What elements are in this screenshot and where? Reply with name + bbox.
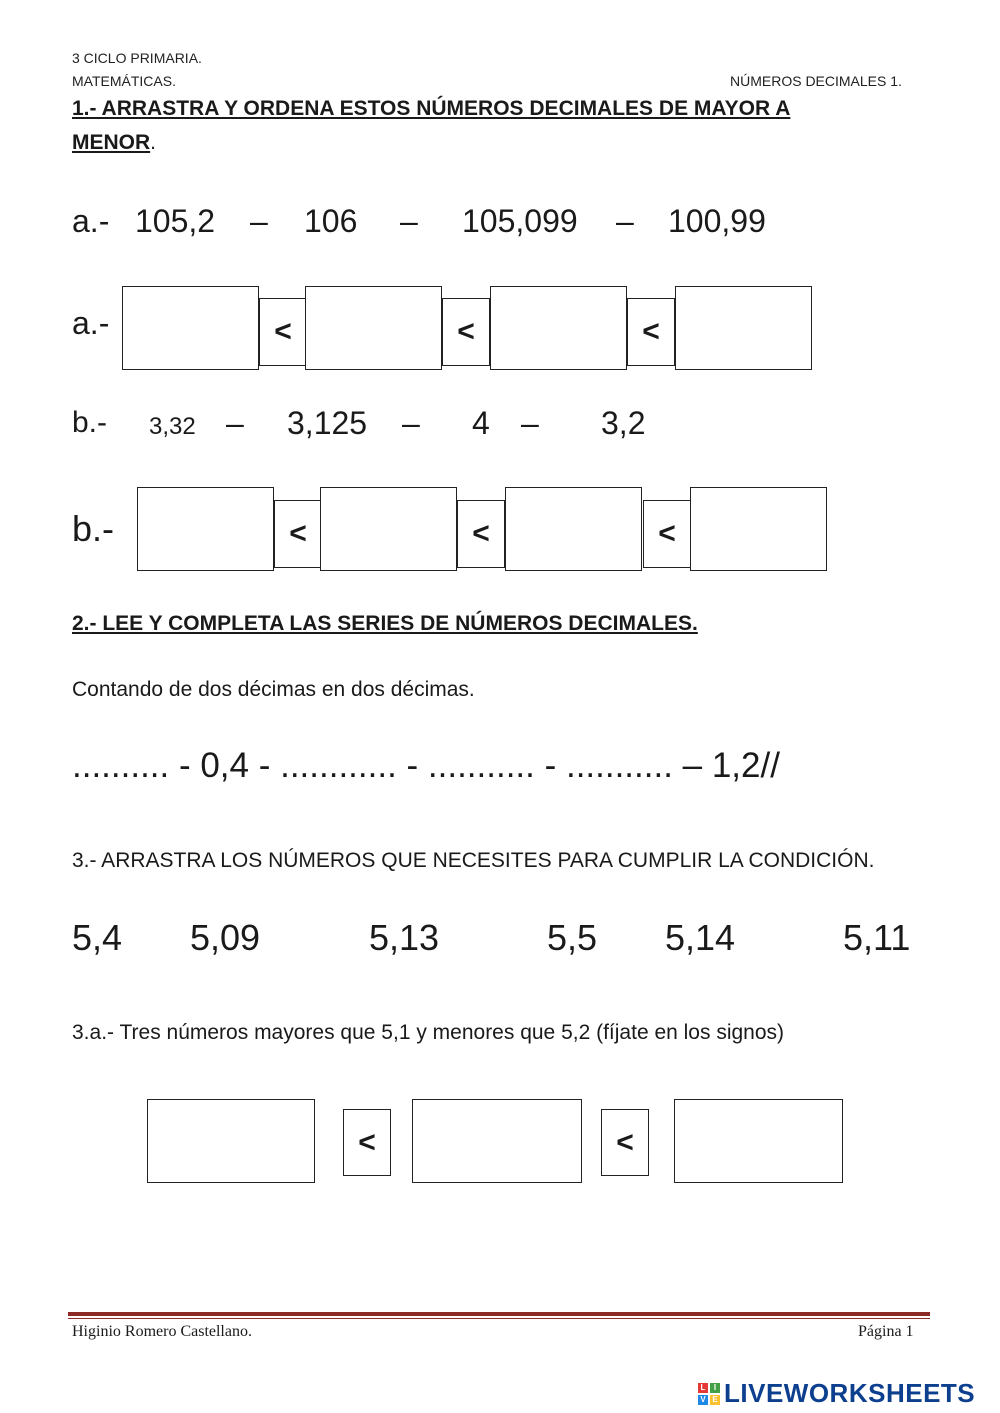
less-than-sign: < [457,500,505,568]
a-number[interactable]: 106 [304,203,358,239]
dash: – [400,203,418,239]
logo-letter: L [698,1383,708,1393]
a-label: a.- [72,203,110,239]
liveworksheets-logo[interactable] [698,1378,975,1409]
header-topic: NÚMEROS DECIMALES 1. [730,73,902,89]
less-than-sign: < [601,1109,649,1176]
less-than-sign: < [274,500,322,568]
section1-title-period: . [150,131,157,154]
a-number[interactable]: 105,2 [135,203,216,239]
less-than-sign: < [627,298,675,366]
b-drop-box-3[interactable] [505,487,642,571]
section2-title: 2.- LEE Y COMPLETA LAS SERIES DE NÚMEROS DECIMALES. [72,612,698,635]
a-drop-box-4[interactable] [675,286,812,370]
draggable-number[interactable]: 5,4 [72,917,123,958]
c-drop-box-2[interactable] [412,1099,582,1183]
b-label-text: b.- [72,406,108,439]
footer-rule-thin [68,1318,930,1319]
b-number[interactable]: 3,125 [287,405,368,441]
draggable-number[interactable]: 5,09 [190,917,261,958]
a-number[interactable]: 100,99 [668,203,766,239]
a-drop-box-3[interactable] [490,286,627,370]
less-than-sign: < [442,298,490,366]
c-drop-box-3[interactable] [674,1099,843,1183]
a-number[interactable]: 105,099 [462,203,578,239]
header-course: 3 CICLO PRIMARIA. [72,50,202,66]
draggable-number[interactable]: 5,14 [665,917,736,958]
draggable-number[interactable]: 5,13 [369,917,440,958]
b-drop-box-1[interactable] [137,487,274,571]
section1-title-line1: 1.- ARRASTRA Y ORDENA ESTOS NÚMEROS DECIMALES DE MAYOR A [72,97,791,120]
section2-instruction: Contando de dos décimas en dos décimas. [72,678,475,701]
b-number[interactable]: 3,2 [601,405,646,441]
section1-title-line2: MENOR [72,131,151,154]
c-drop-box-1[interactable] [147,1099,315,1183]
series-line: .......... - 0,4 - ............ - ........... - ........... – 1,2// [72,746,780,785]
section1-title-line2-wrap [72,126,156,160]
logo-letter: E [710,1395,720,1405]
b-drop-box-4[interactable] [690,487,827,571]
footer-author: Higinio Romero Castellano. [72,1323,252,1340]
logo-letter: I [710,1383,720,1393]
dash: – [402,405,420,441]
header-subject: MATEMÁTICAS. [72,73,176,89]
footer-page: Página 1 [858,1323,914,1340]
a-answer-label: a.- [72,305,110,341]
b-number[interactable]: 4 [472,405,490,441]
b-number[interactable]: 3,32 [149,413,196,440]
b-drop-box-2[interactable] [320,487,457,571]
less-than-sign: < [643,500,691,568]
dash: – [521,405,539,441]
logo-letter: V [698,1395,708,1405]
dash: – [250,203,268,239]
dash: – [226,405,244,441]
dash: – [616,203,634,239]
b-answer-label: b.- [72,508,115,549]
a-drop-box-2[interactable] [305,286,442,370]
logo-text: LIVEWORKSHEETS [724,1378,976,1408]
section3-title: 3.- ARRASTRA LOS NÚMEROS QUE NECESITES PARA CUMPLIR LA CONDICIÓN. [72,849,875,872]
less-than-sign: < [259,298,307,366]
draggable-number[interactable]: 5,5 [547,917,598,958]
footer-rule [68,1312,930,1316]
draggable-number[interactable]: 5,11 [843,917,911,958]
section3-instruction: 3.a.- Tres números mayores que 5,1 y menores que 5,2 (fíjate en los signos) [72,1021,785,1044]
b-label [72,406,107,440]
less-than-sign: < [343,1109,391,1176]
logo-mark-icon [698,1383,720,1405]
a-drop-box-1[interactable] [122,286,259,370]
